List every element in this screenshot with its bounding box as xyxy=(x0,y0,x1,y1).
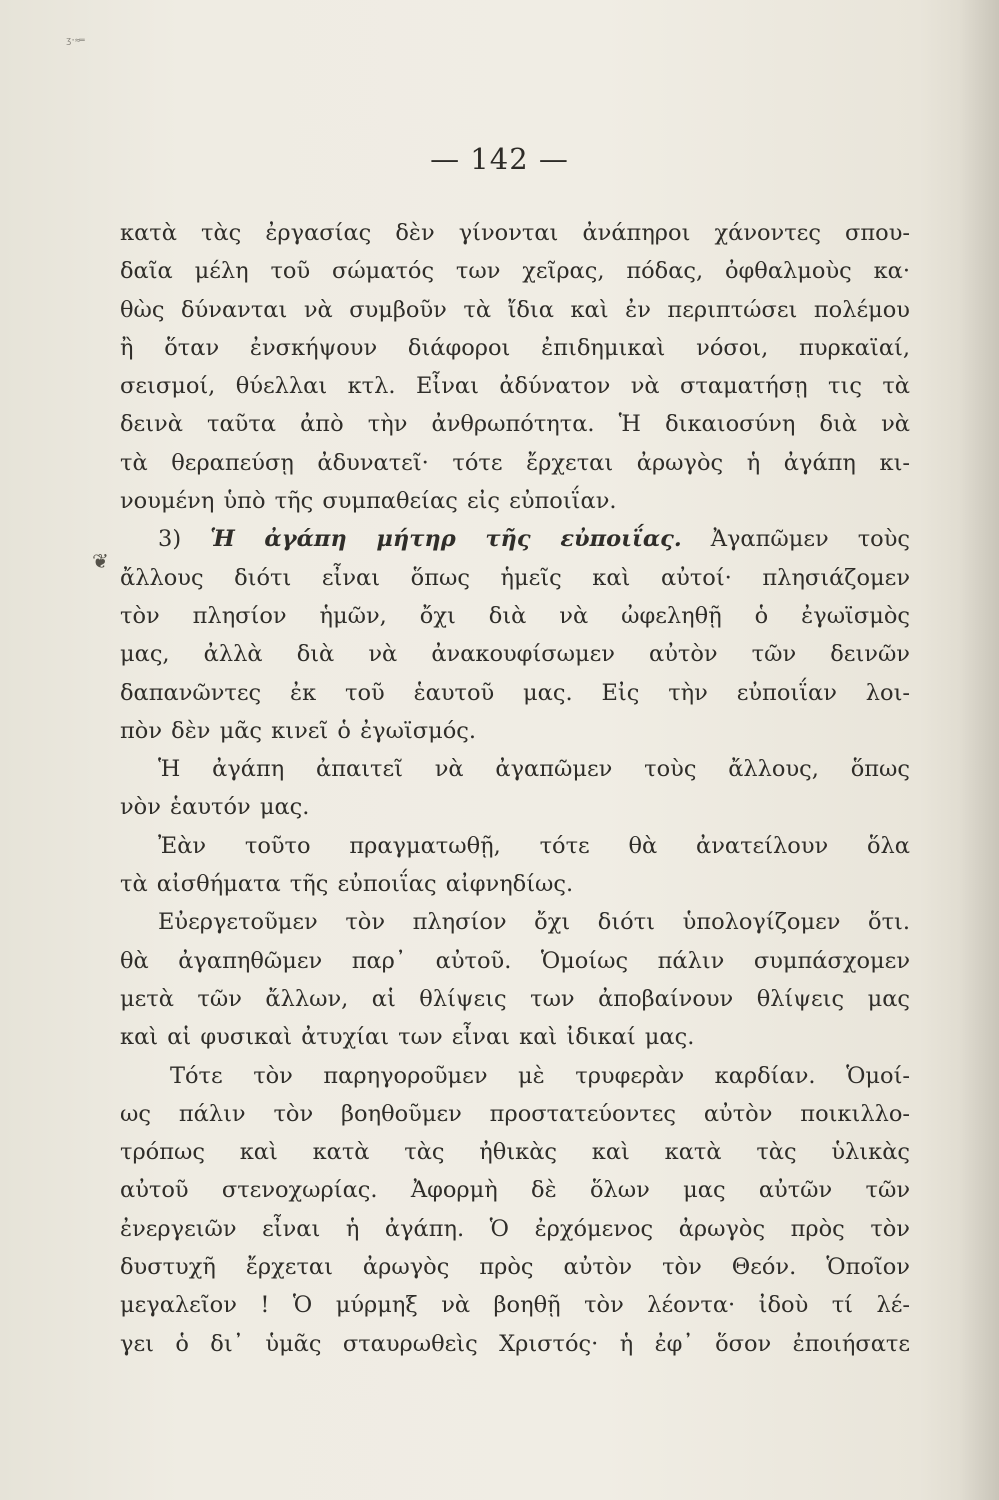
text-line: δυστυχῆ ἔρχεται ἀρωγὸς πρὸς αὐτὸν τὸν Θεόν. Ὁποῖον xyxy=(120,1254,910,1281)
text-line: τὸν πλησίον ἡμῶν, ὄχι διὰ νὰ ὠφεληθῇ ὁ ἐγωϊσμὸς xyxy=(120,602,910,629)
text-line: Τότε τὸν παρηγοροῦμεν μὲ τρυφερὰν καρδίαν. Ὁμοί- xyxy=(170,1062,910,1089)
text-line: Εὐεργετοῦμεν τὸν πλησίον ὄχι διότι ὑπολογίζομεν ὅτι. xyxy=(158,909,910,936)
text-line: τὰ θεραπεύσῃ ἀδυνατεῖ· τότε ἔρχεται ἀρωγὸς ἡ ἀγάπη κι- xyxy=(120,449,910,476)
text-line: μας, ἀλλὰ διὰ νὰ ἀνακουφίσωμεν αὐτὸν τῶν δεινῶν xyxy=(120,641,910,668)
text-line: καὶ αἱ φυσικαὶ ἀτυχίαι των εἶναι καὶ ἰδικαί μας. xyxy=(120,1024,695,1051)
text-line: Ἡ ἀγάπη ἀπαιτεῖ νὰ ἀγαπῶμεν τοὺς ἄλλους, ὅπως xyxy=(158,756,910,783)
text-line: ἐνεργειῶν εἶναι ἡ ἀγάπη. Ὁ ἐρχόμενος ἀρωγὸς πρὸς τὸν xyxy=(120,1215,910,1242)
text-line: Ἐὰν τοῦτο πραγματωθῇ, τότε θὰ ἀνατείλουν ὅλα xyxy=(158,832,910,859)
section-heading-line xyxy=(120,520,910,558)
section-number: 3) xyxy=(158,526,211,553)
text-line: θὼς δύνανται νὰ συμβοῦν τὰ ἴδια καὶ ἐν περιπτώσει πολέμου xyxy=(120,296,910,323)
text-line: θὰ ἀγαπηθῶμεν παρ᾽ αὐτοῦ. Ὁμοίως πάλιν συμπάσχομεν xyxy=(120,947,910,974)
text-line: τὰ αἰσθήματα τῆς εὐποιΐας αἰφνηδίως. xyxy=(120,871,574,898)
text-line: νουμένη ὑπὸ τῆς συμπαθείας εἰς εὐποιΐαν. xyxy=(120,488,617,515)
page-edge-shadow xyxy=(959,0,999,1500)
section-heading: Ἡ ἀγάπη μήτηρ τῆς εὐποιΐας. xyxy=(210,526,682,553)
text-line: κατὰ τὰς ἐργασίας δὲν γίνονται ἀνάπηροι χάνοντες σπου- xyxy=(120,220,910,246)
page-number: — 142 — xyxy=(430,142,569,176)
text-line: σεισμοί, θύελλαι κτλ. Εἶναι ἀδύνατον νὰ σταματήσῃ τις τὰ xyxy=(120,373,910,400)
text-line: ἢ ὅταν ἐνσκήψουν διάφοροι ἐπιδημικαὶ νόσοι, πυρκαϊαί, xyxy=(120,334,910,361)
text-line: μετὰ τῶν ἄλλων, αἱ θλίψεις των ἀποβαίνουν θλίψεις μας xyxy=(120,985,910,1012)
corner-stamp-mark: ʒ·≈═ xyxy=(66,36,84,46)
section-heading-continuation: Ἀγαπῶμεν τοὺς xyxy=(681,526,910,553)
body-text xyxy=(120,214,910,1363)
text-line: νὸν ἑαυτόν μας. xyxy=(120,794,310,821)
margin-mark-icon: ❦ xyxy=(92,549,109,573)
text-line: ἄλλους διότι εἶναι ὅπως ἡμεῖς καὶ αὐτοί· πλησιάζομεν xyxy=(120,564,910,591)
text-line: δαπανῶντες ἐκ τοῦ ἑαυτοῦ μας. Εἰς τὴν εὐποιΐαν λοι- xyxy=(120,679,910,706)
text-line: πὸν δὲν μᾶς κινεῖ ὁ ἐγωϊσμός. xyxy=(120,717,477,744)
text-line: αὐτοῦ στενοχωρίας. Ἀφορμὴ δὲ ὅλων μας αὐτῶν τῶν xyxy=(120,1177,910,1204)
text-line: τρόπως καὶ κατὰ τὰς ἠθικὰς καὶ κατὰ τὰς ὑλικὰς xyxy=(120,1139,910,1166)
text-line: δεινὰ ταῦτα ἀπὸ τὴν ἀνθρωπότητα. Ἡ δικαιοσύνη διὰ νὰ xyxy=(120,411,910,438)
text-line: δαῖα μέλη τοῦ σώματός των χεῖρας, πόδας, ὀφθαλμοὺς κα· xyxy=(120,258,910,285)
text-line: μεγαλεῖον ! Ὁ μύρμηξ νὰ βοηθῇ τὸν λέοντα· ἰδοὺ τί λέ- xyxy=(120,1292,910,1319)
text-line: ως πάλιν τὸν βοηθοῦμεν προστατεύοντες αὐτὸν ποικιλλο- xyxy=(120,1100,910,1127)
text-line: γει ὁ δι᾽ ὑμᾶς σταυρωθεὶς Χριστός· ἡ ἐφ᾽ ὅσον ἐποιήσατε xyxy=(120,1330,910,1357)
